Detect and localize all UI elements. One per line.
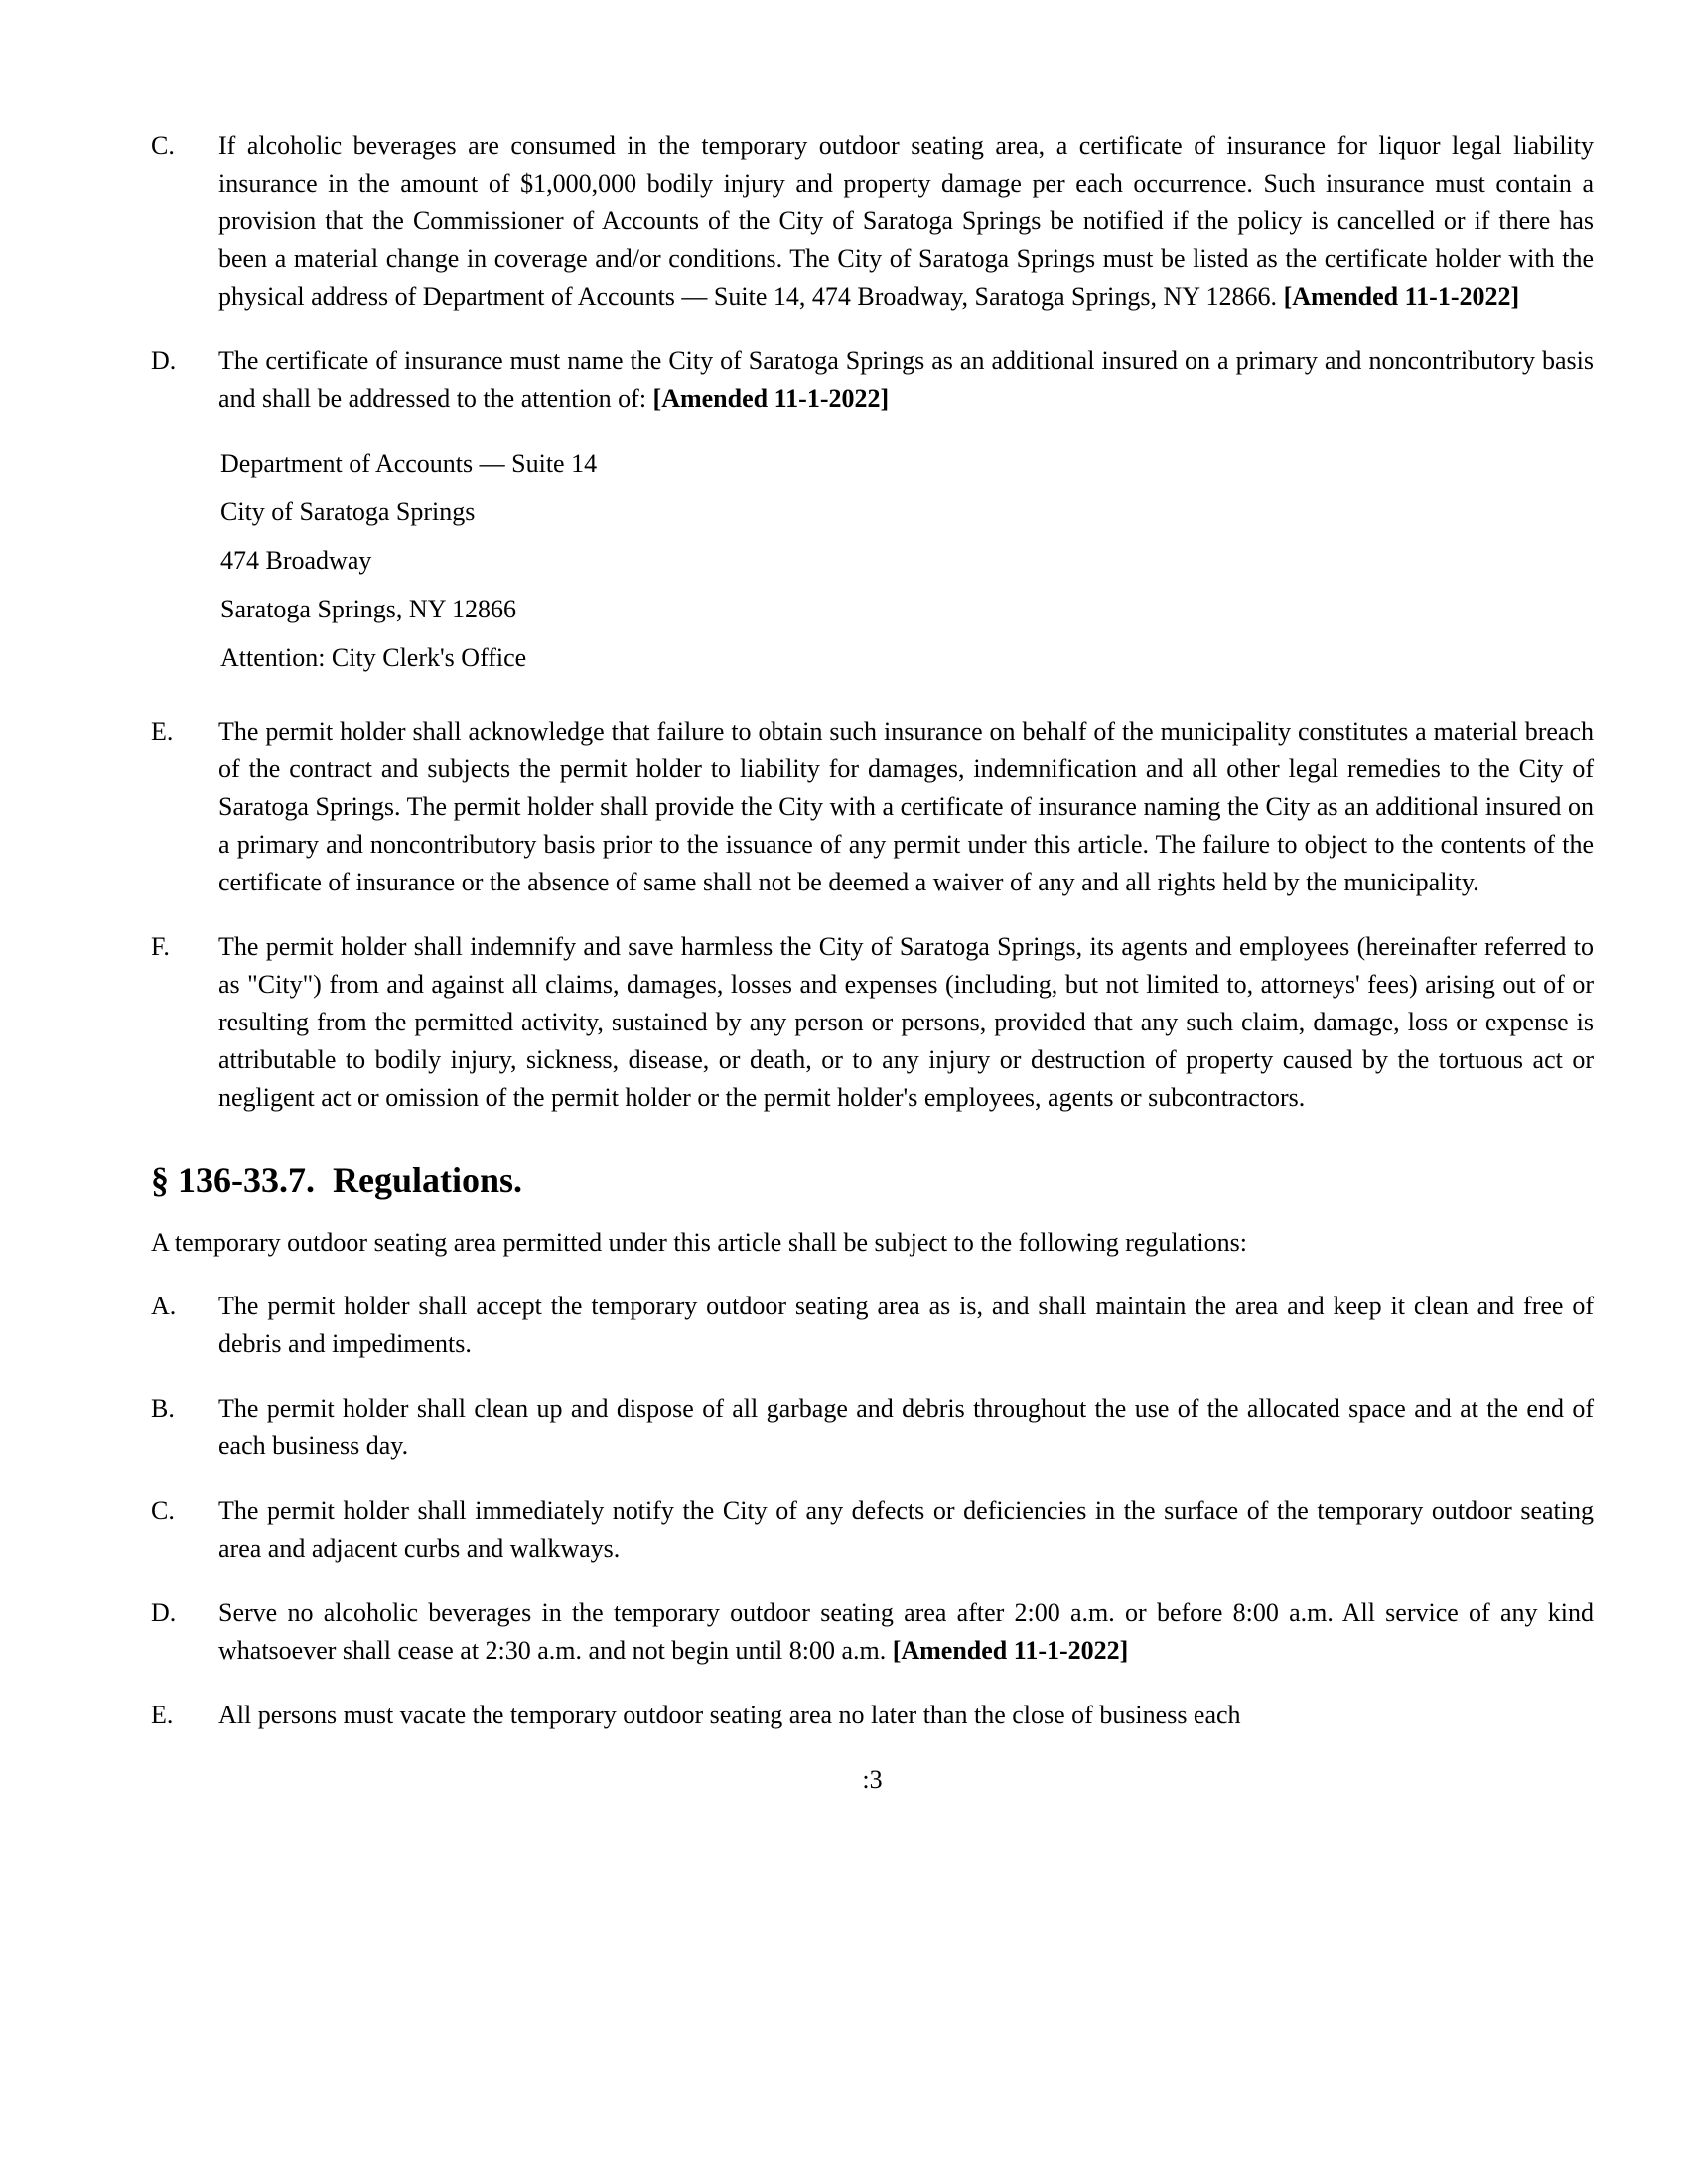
address-line: City of Saratoga Springs <box>220 497 476 526</box>
item-text <box>218 1390 1594 1465</box>
list-item-e-regulations <box>151 1697 1594 1734</box>
address-line: 474 Broadway <box>220 546 372 575</box>
amended-note: [Amended 11-1-2022] <box>892 1636 1129 1665</box>
list-item-b-regulations <box>151 1390 1594 1465</box>
item-letter: D. <box>151 1598 177 1627</box>
item-body-text: Serve no alcoholic beverages in the temporary outdoor seating area after 2:00 a.m. or before 8:00 a.m. All service of any kind whatsoever shall cease at 2:30 a.m. and not begin until 8:00 a.m. <box>218 1598 1594 1665</box>
list-item-e-insurance <box>151 713 1594 901</box>
address-line: Saratoga Springs, NY 12866 <box>220 595 517 623</box>
item-text <box>218 1492 1594 1568</box>
item-body-text: The permit holder shall accept the temporary outdoor seating area as is, and shall maintain the area and keep it clean and free of debris and impediments. <box>218 1292 1594 1358</box>
item-body-text: If alcoholic beverages are consumed in the temporary outdoor seating area, a certificate of insurance for liquor legal liability insurance in the amount of $1,000,000 bodily injury and property damage per each occurrence. Such insurance must contain a provision that the Commissioner of Accounts of the City of Saratoga Springs be notified if the policy is cancelled or if there has been a material change in coverage and/or conditions. The City of Saratoga Springs must be listed as the certificate holder with the physical address of Department of Accounts — Suite 14, 474 Broadway, Saratoga Springs, NY 12866. <box>218 131 1594 311</box>
item-text <box>218 1288 1594 1363</box>
item-letter: D. <box>151 346 177 375</box>
item-text <box>218 127 1594 316</box>
item-text <box>218 1697 1594 1734</box>
item-body-text: The permit holder shall acknowledge that failure to obtain such insurance on behalf of the municipality constitutes a material breach of the contract and subjects the permit holder to liability for damages, indemnification and all other legal remedies to the City of Saratoga Springs. The permit holder shall provide the City with a certificate of insurance naming the City as an additional insured on a primary and noncontributory basis prior to the issuance of any permit under this article. The failure to object to the contents of the certificate of insurance or the absence of same shall not be deemed a waiver of any and all rights held by the municipality. <box>218 717 1594 896</box>
item-body-text: The permit holder shall immediately notify the City of any defects or deficiencies in the surface of the temporary outdoor seating area and adjacent curbs and walkways. <box>218 1496 1594 1563</box>
list-item-f-insurance <box>151 928 1594 1117</box>
list-item-d-insurance <box>151 342 1594 418</box>
item-text <box>218 1594 1594 1670</box>
item-letter: C. <box>151 1496 175 1525</box>
address-line: Attention: City Clerk's Office <box>220 643 527 672</box>
item-body-text: The permit holder shall clean up and dispose of all garbage and debris throughout the use of the allocated space and at the end of each business day. <box>218 1394 1594 1460</box>
item-letter: A. <box>151 1292 177 1320</box>
section-heading: § 136-33.7. Regulations. <box>151 1160 523 1200</box>
amended-note: [Amended 11-1-2022] <box>652 384 890 413</box>
item-text <box>218 713 1594 901</box>
item-body-text: All persons must vacate the temporary outdoor seating area no later than the close of business each <box>218 1701 1241 1729</box>
item-letter: F. <box>151 932 170 961</box>
item-letter: E. <box>151 1701 174 1729</box>
list-item-d-regulations <box>151 1594 1594 1670</box>
item-letter: C. <box>151 131 175 160</box>
list-item-c-regulations <box>151 1492 1594 1568</box>
item-body-text: The permit holder shall indemnify and save harmless the City of Saratoga Springs, its agents and employees (hereinafter referred to as "City") from and against all claims, damages, losses and expenses (including, but not limited to, attorneys' fees) arising out of or resulting from the permitted activity, sustained by any person or persons, provided that any such claim, damage, loss or expense is attributable to bodily injury, sickness, disease, or death, or to any injury or destruction of property caused by the tortuous act or negligent act or omission of the permit holder or the permit holder's employees, agents or subcontractors. <box>218 932 1594 1112</box>
item-text <box>218 928 1594 1117</box>
list-item-c-insurance <box>151 127 1594 316</box>
page-number: :3 <box>862 1765 883 1794</box>
section-intro: A temporary outdoor seating area permitted under this article shall be subject to the following regulations: <box>151 1228 1247 1257</box>
amended-note: [Amended 11-1-2022] <box>1283 282 1520 311</box>
item-body-text: The certificate of insurance must name the City of Saratoga Springs as an additional insured on a primary and noncontributory basis and shall be addressed to the attention of: <box>218 346 1594 413</box>
item-text <box>218 342 1594 418</box>
item-letter: E. <box>151 717 174 746</box>
address-line: Department of Accounts — Suite 14 <box>220 449 598 478</box>
item-letter: B. <box>151 1394 175 1423</box>
address-block <box>220 445 1594 677</box>
list-item-a-regulations <box>151 1288 1594 1363</box>
